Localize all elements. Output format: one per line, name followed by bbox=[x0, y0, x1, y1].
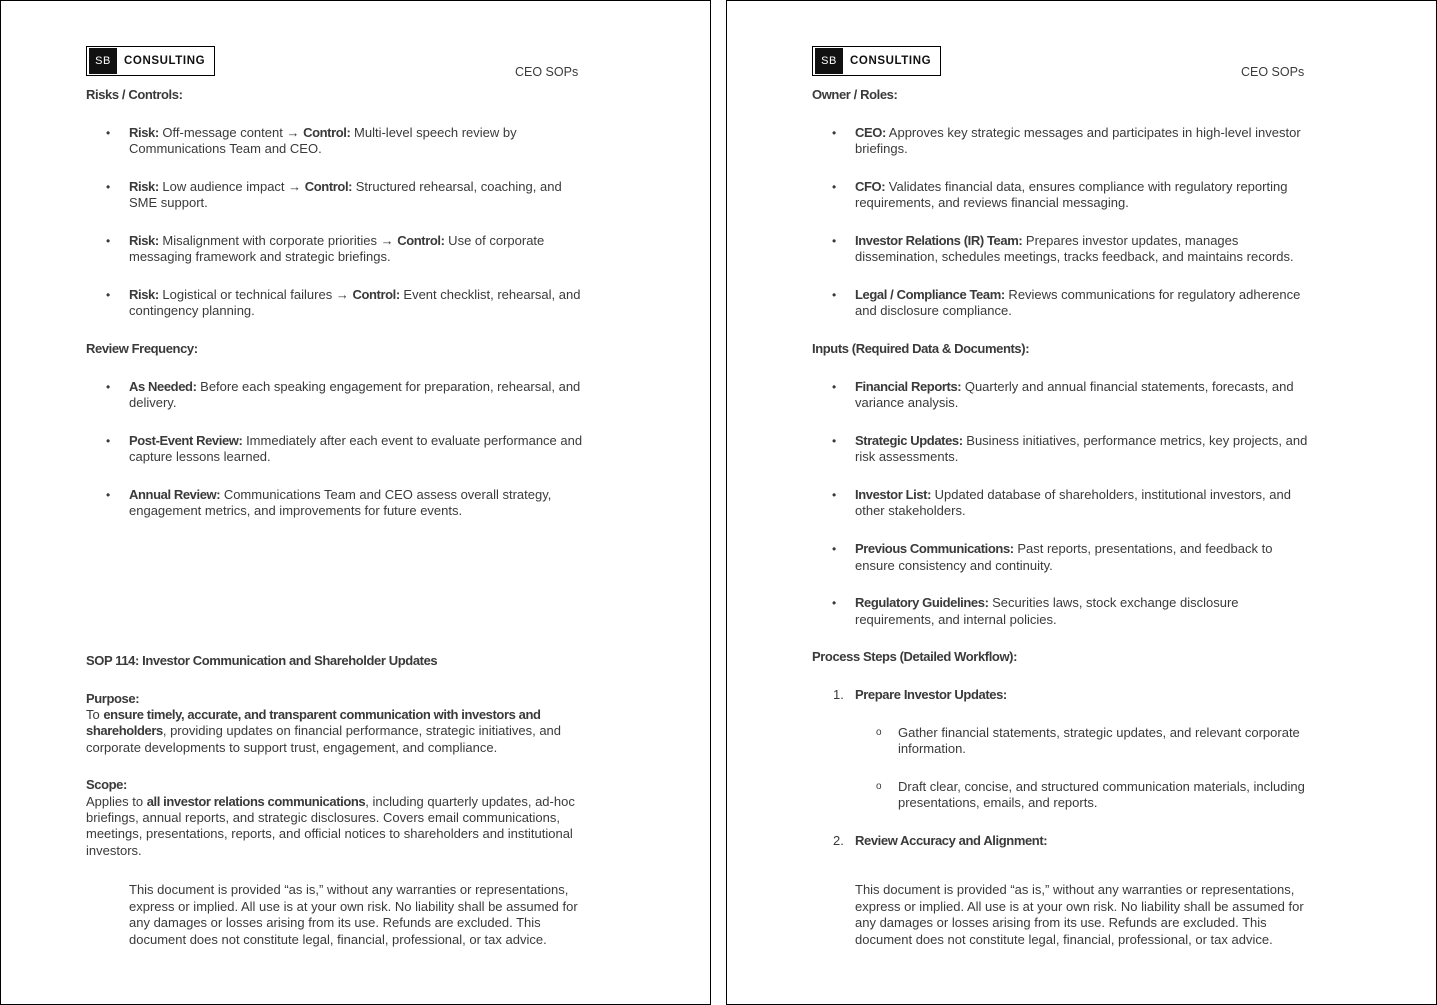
logo-mark: SB bbox=[815, 48, 843, 74]
logo-wordmark: CONSULTING bbox=[124, 55, 206, 67]
control-text: Event checklist, rehearsal, and contingency planning. bbox=[129, 287, 581, 319]
review-label: Post-Event Review: bbox=[129, 433, 243, 449]
scope-prefix: Applies to bbox=[86, 793, 147, 809]
bullet-icon: • bbox=[832, 233, 837, 248]
sb-consulting-logo bbox=[86, 46, 215, 76]
step-number: 1. bbox=[833, 687, 844, 703]
bullet-icon: • bbox=[832, 488, 837, 503]
input-item bbox=[812, 433, 1312, 466]
document-page-1 bbox=[0, 0, 711, 1005]
control-text: Structured rehearsal, coaching, and SME support. bbox=[129, 178, 562, 211]
disclaimer: This document is provided “as is,” without any warranties or representations, express or implied. All use is at your own risk. No liability shall be assumed for any damages or losses arising from its use. Refunds are excluded. This document does not constitute legal, financial, professional, or tax advice. bbox=[129, 882, 578, 947]
role-label: Investor Relations (IR) Team: bbox=[855, 232, 1023, 248]
risk-item bbox=[86, 233, 586, 266]
sb-consulting-logo bbox=[812, 46, 941, 76]
bullet-icon: • bbox=[106, 488, 111, 503]
risk-label: Risk: bbox=[129, 178, 159, 194]
step-1-subitems bbox=[812, 725, 1312, 812]
review-frequency-heading: Review Frequency: bbox=[86, 341, 198, 357]
control-label: Control: bbox=[352, 287, 400, 303]
bullet-icon: • bbox=[832, 125, 837, 140]
input-text: Securities laws, stock exchange disclosure requirements, and internal policies. bbox=[855, 595, 1239, 627]
role-label: CEO: bbox=[855, 124, 886, 140]
scope-paragraph bbox=[86, 794, 586, 859]
inputs-list bbox=[812, 379, 1312, 628]
sub-step bbox=[812, 725, 1312, 758]
input-item bbox=[812, 541, 1312, 574]
review-item bbox=[86, 379, 586, 412]
step-label: Review Accuracy and Alignment: bbox=[855, 833, 1048, 849]
bullet-icon: • bbox=[106, 233, 111, 248]
role-text: Prepares investor updates, manages dissemination, schedules meetings, tracks feedback, and maintains records. bbox=[855, 232, 1294, 265]
bullet-icon: • bbox=[106, 379, 111, 394]
input-label: Previous Communications: bbox=[855, 541, 1014, 557]
sop-title: SOP 114: Investor Communication and Shareholder Updates bbox=[86, 653, 438, 668]
logo-wordmark: CONSULTING bbox=[850, 55, 932, 67]
control-label: Control: bbox=[303, 124, 351, 140]
input-item bbox=[812, 487, 1312, 520]
process-step bbox=[812, 833, 1312, 849]
disclaimer: This document is provided “as is,” without any warranties or representations, express or implied. All use is at your own risk. No liability shall be assumed for any damages or losses arising from its use. Refunds are excluded. This document does not constitute legal, financial, professional, or tax advice. bbox=[855, 882, 1304, 947]
role-text: Validates financial data, ensures compliance with regulatory reporting requirements, and reviews financial messaging. bbox=[855, 178, 1288, 211]
process-step bbox=[812, 687, 1312, 703]
circle-bullet-icon: o bbox=[876, 727, 882, 739]
risk-item bbox=[86, 125, 586, 158]
review-frequency-list bbox=[86, 379, 586, 520]
review-label: Annual Review: bbox=[129, 487, 221, 503]
risks-controls-heading: Risks / Controls: bbox=[86, 87, 183, 102]
input-label: Strategic Updates: bbox=[855, 433, 963, 449]
control-label: Control: bbox=[397, 232, 445, 248]
purpose-suffix: , providing updates on financial performance, strategic initiatives, and corporate developments to support trust, engagement, and compliance. bbox=[86, 723, 562, 755]
bullet-icon: • bbox=[106, 179, 111, 194]
sub-step-text: Gather financial statements, strategic updates, and relevant corporate information. bbox=[898, 725, 1300, 757]
role-label: Legal / Compliance Team: bbox=[855, 287, 1005, 303]
bullet-icon: • bbox=[832, 542, 837, 557]
role-label: CFO: bbox=[855, 178, 886, 194]
review-text: Communications Team and CEO assess overall strategy, engagement metrics, and improvements for future events. bbox=[129, 487, 552, 519]
logo-mark: SB bbox=[89, 48, 117, 74]
control-text: Use of corporate messaging framework and strategic briefings. bbox=[129, 232, 545, 265]
bullet-icon: • bbox=[832, 288, 837, 303]
document-page-2 bbox=[726, 0, 1437, 1005]
bullet-icon: • bbox=[832, 434, 837, 449]
input-label: Regulatory Guidelines: bbox=[855, 595, 989, 611]
step-label: Prepare Investor Updates: bbox=[855, 687, 1007, 703]
review-text: Immediately after each event to evaluate performance and capture lessons learned. bbox=[129, 433, 583, 465]
risk-text: Low audience impact → bbox=[158, 178, 305, 194]
bullet-icon: • bbox=[106, 434, 111, 449]
role-item bbox=[812, 233, 1312, 266]
scope-suffix: , including quarterly updates, ad-hoc briefings, annual reports, and strategic disclosures. Covers email communications, meetings, presentations, reports, and official notices to shareholders and institutional investors. bbox=[86, 793, 575, 858]
input-label: Investor List: bbox=[855, 487, 932, 503]
process-steps-list-continued bbox=[812, 833, 1312, 849]
step-number: 2. bbox=[833, 833, 844, 849]
purpose-heading: Purpose: bbox=[86, 690, 140, 706]
roles-list bbox=[812, 125, 1312, 320]
process-steps-list bbox=[812, 687, 1312, 703]
review-item bbox=[86, 487, 586, 520]
scope-heading: Scope: bbox=[86, 777, 127, 793]
page-2-content bbox=[812, 87, 1312, 850]
purpose-prefix: To bbox=[86, 707, 104, 723]
review-text: Before each speaking engagement for preparation, rehearsal, and delivery. bbox=[129, 378, 581, 411]
role-item bbox=[812, 179, 1312, 212]
input-item bbox=[812, 379, 1312, 412]
review-item bbox=[86, 433, 586, 466]
role-item bbox=[812, 125, 1312, 158]
risk-text: Logistical or technical failures → bbox=[158, 287, 353, 303]
bullet-icon: • bbox=[832, 179, 837, 194]
bullet-icon: • bbox=[106, 288, 111, 303]
sub-step bbox=[812, 779, 1312, 812]
purpose-paragraph bbox=[86, 707, 586, 756]
role-item bbox=[812, 287, 1312, 320]
risks-list bbox=[86, 125, 586, 320]
header-title: CEO SOPs bbox=[1241, 65, 1305, 79]
risk-item bbox=[86, 179, 586, 212]
review-label: As Needed: bbox=[129, 378, 197, 394]
owner-roles-heading: Owner / Roles: bbox=[812, 87, 898, 102]
input-item bbox=[812, 595, 1312, 628]
circle-bullet-icon: o bbox=[876, 781, 882, 793]
risk-label: Risk: bbox=[129, 232, 159, 248]
input-label: Financial Reports: bbox=[855, 378, 962, 394]
process-steps-heading: Process Steps (Detailed Workflow): bbox=[812, 649, 1018, 665]
bullet-icon: • bbox=[106, 125, 111, 140]
sub-step-text: Draft clear, concise, and structured communication materials, including presentations, emails, and reports. bbox=[898, 779, 1305, 811]
page-1-content bbox=[86, 87, 586, 520]
input-text: Updated database of shareholders, institutional investors, and other stakeholders. bbox=[855, 487, 1291, 519]
risk-label: Risk: bbox=[129, 287, 159, 303]
input-text: Quarterly and annual financial statements, forecasts, and variance analysis. bbox=[855, 378, 1294, 411]
input-text: Past reports, presentations, and feedback to ensure consistency and continuity. bbox=[855, 541, 1273, 573]
bullet-icon: • bbox=[832, 596, 837, 611]
bullet-icon: • bbox=[832, 379, 837, 394]
sop-114-section bbox=[86, 653, 586, 859]
risk-label: Risk: bbox=[129, 124, 159, 140]
header-title: CEO SOPs bbox=[515, 65, 579, 79]
control-text: Multi-level speech review by Communications Team and CEO. bbox=[129, 124, 517, 157]
role-text: Approves key strategic messages and participates in high-level investor briefings. bbox=[855, 124, 1301, 157]
purpose-emphasis: ensure timely, accurate, and transparent communication with investors and shareholders bbox=[86, 707, 541, 739]
input-text: Business initiatives, performance metrics, key projects, and risk assessments. bbox=[855, 433, 1308, 465]
role-text: Reviews communications for regulatory adherence and disclosure compliance. bbox=[855, 287, 1301, 319]
risk-text: Off-message content → bbox=[158, 124, 304, 140]
inputs-heading: Inputs (Required Data & Documents): bbox=[812, 341, 1030, 357]
risk-text: Misalignment with corporate priorities → bbox=[158, 232, 398, 248]
risk-item bbox=[86, 287, 586, 320]
control-label: Control: bbox=[304, 178, 353, 194]
scope-emphasis: all investor relations communications bbox=[146, 793, 366, 809]
